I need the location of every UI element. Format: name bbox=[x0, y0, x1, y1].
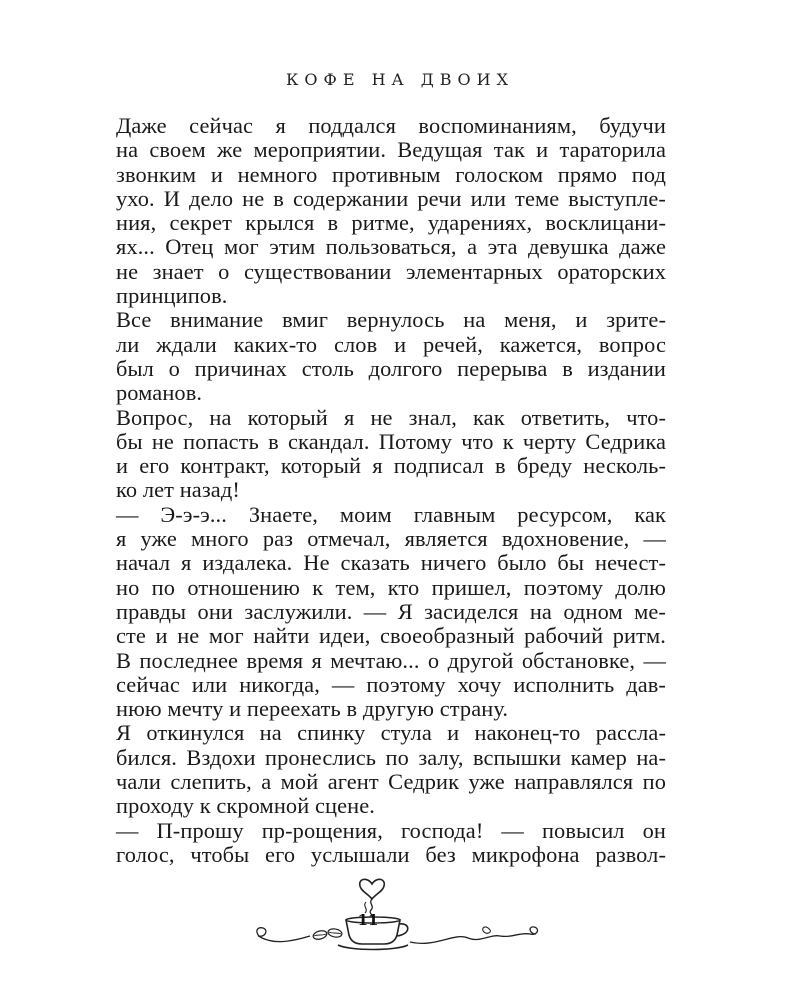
text-line: — Э-э-э... Знаете, моим главным ресурсом, как bbox=[116, 501, 666, 527]
text-line: бился. Вздохи пронеслись по залу, вспышки камер на- bbox=[116, 744, 666, 770]
saucer-icon bbox=[338, 945, 408, 950]
text-line: романов. bbox=[116, 380, 203, 406]
text-line: не знает о существовании элементарных ораторских bbox=[116, 258, 666, 284]
text-line: Вопрос, на который я не знал, как ответить, что- bbox=[116, 404, 666, 430]
text-line: но по отношению к тем, кто пришел, поэтому долю bbox=[116, 574, 666, 600]
coffee-cup-ornament bbox=[250, 872, 550, 952]
text-line: Все внимание вмиг вернулось на меня, и зрите- bbox=[116, 307, 666, 333]
text-line: — П-прошу пр-рощения, господа! — повысил он bbox=[116, 817, 666, 843]
text-line: ко лет назад! bbox=[116, 477, 240, 503]
right-flourish bbox=[410, 927, 537, 943]
left-flourish bbox=[257, 928, 310, 942]
text-line: бы не попасть в скандал. Потому что к черту Седрика bbox=[116, 428, 666, 454]
page-number: 11 bbox=[357, 911, 379, 929]
text-line: я уже много раз отмечал, является вдохновение, — bbox=[116, 526, 666, 552]
text-line: был о причинах столь долгого перерыва в издании bbox=[116, 355, 666, 381]
text-line: чали слепить, а мой агент Седрик уже направлялся по bbox=[116, 769, 666, 795]
text-line: ния, секрет крылся в ритме, ударениях, восклицани- bbox=[116, 210, 666, 236]
text-line: нюю мечту и переехать в другую страну. bbox=[116, 696, 509, 722]
text-line: ухо. И дело не в содержании речи или теме выступле- bbox=[116, 185, 666, 211]
text-line: начал я издалека. Не сказать ничего было бы нечест- bbox=[116, 550, 666, 576]
text-line: В последнее время я мечтаю... о другой обстановке, — bbox=[116, 647, 666, 673]
text-line: голос, чтобы его услышали без микрофона развол- bbox=[116, 841, 666, 867]
text-line: принципов. bbox=[116, 283, 228, 309]
text-line: проходу к скромной сцене. bbox=[116, 793, 375, 819]
text-line: сте и не мог найти идеи, своеобразный рабочий ритм. bbox=[116, 623, 666, 649]
text-line: звонким и немного противным голоском прямо под bbox=[116, 161, 666, 187]
heart-icon bbox=[360, 879, 385, 899]
text-line: правды они заслужили. — Я засиделся на одном ме- bbox=[116, 598, 666, 624]
body-text bbox=[116, 114, 666, 867]
text-line: Даже сейчас я поддался воспоминаниям, будучи bbox=[116, 113, 666, 138]
text-line: ли ждали каких-то слов и речей, кажется, вопрос bbox=[116, 331, 666, 357]
running-head-title: КОФЕ НА ДВОИХ bbox=[286, 70, 514, 89]
text-line: сейчас или никогда, — поэтому хочу исполнить дав- bbox=[116, 671, 666, 697]
text-line: на своем же мероприятии. Ведущая так и тараторила bbox=[116, 137, 666, 163]
text-line: и его контракт, который я подписал в бреду несколь- bbox=[116, 453, 666, 479]
text-line: Я откинулся на спинку стула и наконец-то рассла- bbox=[116, 720, 666, 746]
text-line: ях... Отец мог этим пользоваться, а эта девушка даже bbox=[116, 234, 666, 260]
